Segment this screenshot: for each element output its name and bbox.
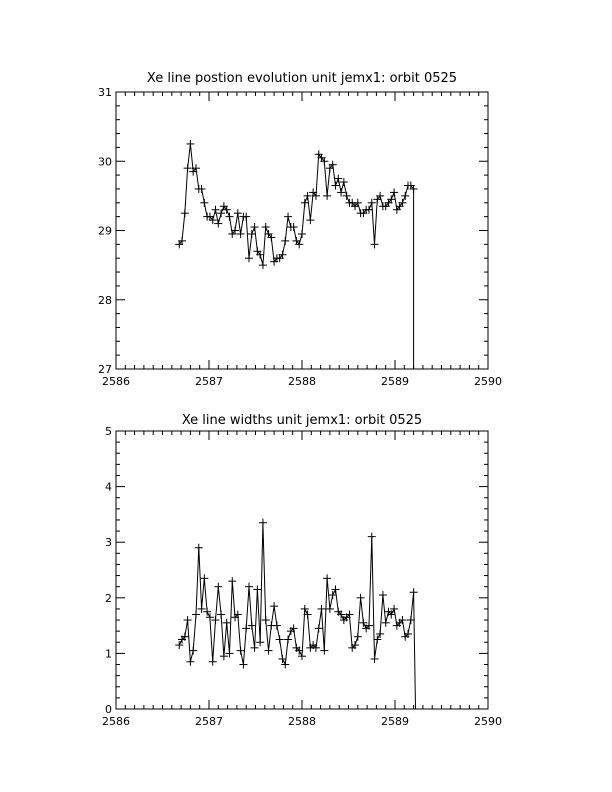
data-point-marker [368, 199, 376, 207]
y-tick-label: 30 [98, 155, 112, 169]
data-point-marker [390, 188, 398, 196]
series-group [175, 140, 417, 369]
data-point-marker [237, 647, 245, 655]
data-point-marker [251, 644, 259, 652]
data-point-marker [259, 261, 267, 269]
data-point-marker [223, 619, 231, 627]
data-point-marker [284, 213, 292, 221]
data-point-marker [270, 602, 278, 610]
data-point-marker [371, 240, 379, 248]
data-point-marker [334, 175, 342, 183]
data-point-marker [304, 192, 312, 200]
data-point-marker [318, 605, 326, 613]
data-point-marker [379, 591, 387, 599]
axis-ticks [116, 431, 488, 709]
data-point-marker [326, 605, 334, 613]
y-tick-label: 4 [105, 480, 112, 494]
data-point-marker [354, 633, 362, 641]
chart-title: Xe line widths unit jemx1: orbit 0525 [181, 413, 423, 428]
data-point-marker [200, 574, 208, 582]
data-point-marker [298, 230, 306, 238]
data-point-marker [189, 647, 197, 655]
data-point-marker [315, 624, 323, 632]
y-tick-label: 29 [98, 224, 112, 238]
data-point-marker [323, 192, 331, 200]
data-point-marker [195, 544, 203, 552]
data-point-marker [251, 223, 259, 231]
y-tick-label: 28 [98, 293, 112, 307]
data-point-marker [245, 583, 253, 591]
y-tick-label: 5 [105, 425, 112, 438]
data-point-marker [281, 237, 289, 245]
tick-labels [102, 425, 502, 728]
x-tick-label: 2589 [381, 715, 409, 728]
y-tick-label: 1 [105, 647, 112, 661]
chart-line-widths [102, 413, 502, 728]
data-point-marker [256, 638, 264, 646]
y-tick-label: 0 [105, 703, 112, 716]
series-group [175, 519, 417, 709]
data-point-marker [225, 213, 233, 221]
data-point-marker [276, 636, 284, 644]
data-point-marker [253, 585, 261, 593]
data-point-marker [262, 223, 270, 231]
tick-labels [98, 86, 502, 388]
data-point-marker [217, 610, 225, 618]
data-point-marker [262, 616, 270, 624]
data-point-marker [259, 519, 267, 527]
series-line [179, 144, 413, 369]
x-tick-label: 2590 [474, 715, 502, 728]
y-tick-label: 2 [105, 591, 112, 605]
data-point-marker [371, 655, 379, 663]
data-point-marker [237, 230, 245, 238]
data-point-marker [184, 616, 192, 624]
data-point-marker [228, 577, 236, 585]
x-tick-label: 2586 [102, 375, 130, 388]
y-tick-label: 3 [105, 536, 112, 550]
data-point-marker [212, 206, 220, 214]
data-point-marker [368, 533, 376, 541]
x-tick-label: 2588 [288, 375, 316, 388]
data-point-marker [331, 181, 339, 189]
data-point-marker [245, 254, 253, 262]
data-point-marker [239, 661, 247, 669]
data-point-marker [186, 140, 194, 148]
x-tick-label: 2586 [102, 715, 130, 728]
data-point-marker [343, 192, 351, 200]
x-tick-label: 2588 [288, 715, 316, 728]
series-line [179, 523, 415, 709]
data-point-marker [200, 199, 208, 207]
data-point-marker [357, 594, 365, 602]
data-point-marker [382, 619, 390, 627]
data-point-marker [217, 209, 225, 217]
data-point-marker [320, 647, 328, 655]
data-point-marker [306, 216, 314, 224]
data-point-marker [186, 658, 194, 666]
data-point-marker [214, 583, 222, 591]
data-point-marker [265, 647, 273, 655]
data-point-marker [401, 192, 409, 200]
x-tick-label: 2587 [195, 715, 223, 728]
data-point-marker [284, 636, 292, 644]
chart-title: Xe line postion evolution unit jemx1: orbit 0525 [146, 71, 458, 86]
data-point-marker [273, 622, 281, 630]
data-point-marker [323, 574, 331, 582]
data-point-marker [184, 164, 192, 172]
data-point-marker [209, 658, 217, 666]
y-tick-label: 31 [98, 86, 112, 99]
plot-frame [116, 431, 488, 709]
chart-position-evolution [98, 71, 502, 388]
data-point-marker [192, 610, 200, 618]
data-point-marker [340, 178, 348, 186]
x-tick-label: 2587 [195, 375, 223, 388]
x-tick-label: 2590 [474, 375, 502, 388]
data-point-marker [234, 209, 242, 217]
data-point-marker [337, 188, 345, 196]
data-point-marker [410, 588, 418, 596]
data-point-marker [214, 220, 222, 228]
y-tick-label: 27 [98, 363, 112, 376]
x-tick-label: 2589 [381, 375, 409, 388]
data-point-marker [181, 209, 189, 217]
